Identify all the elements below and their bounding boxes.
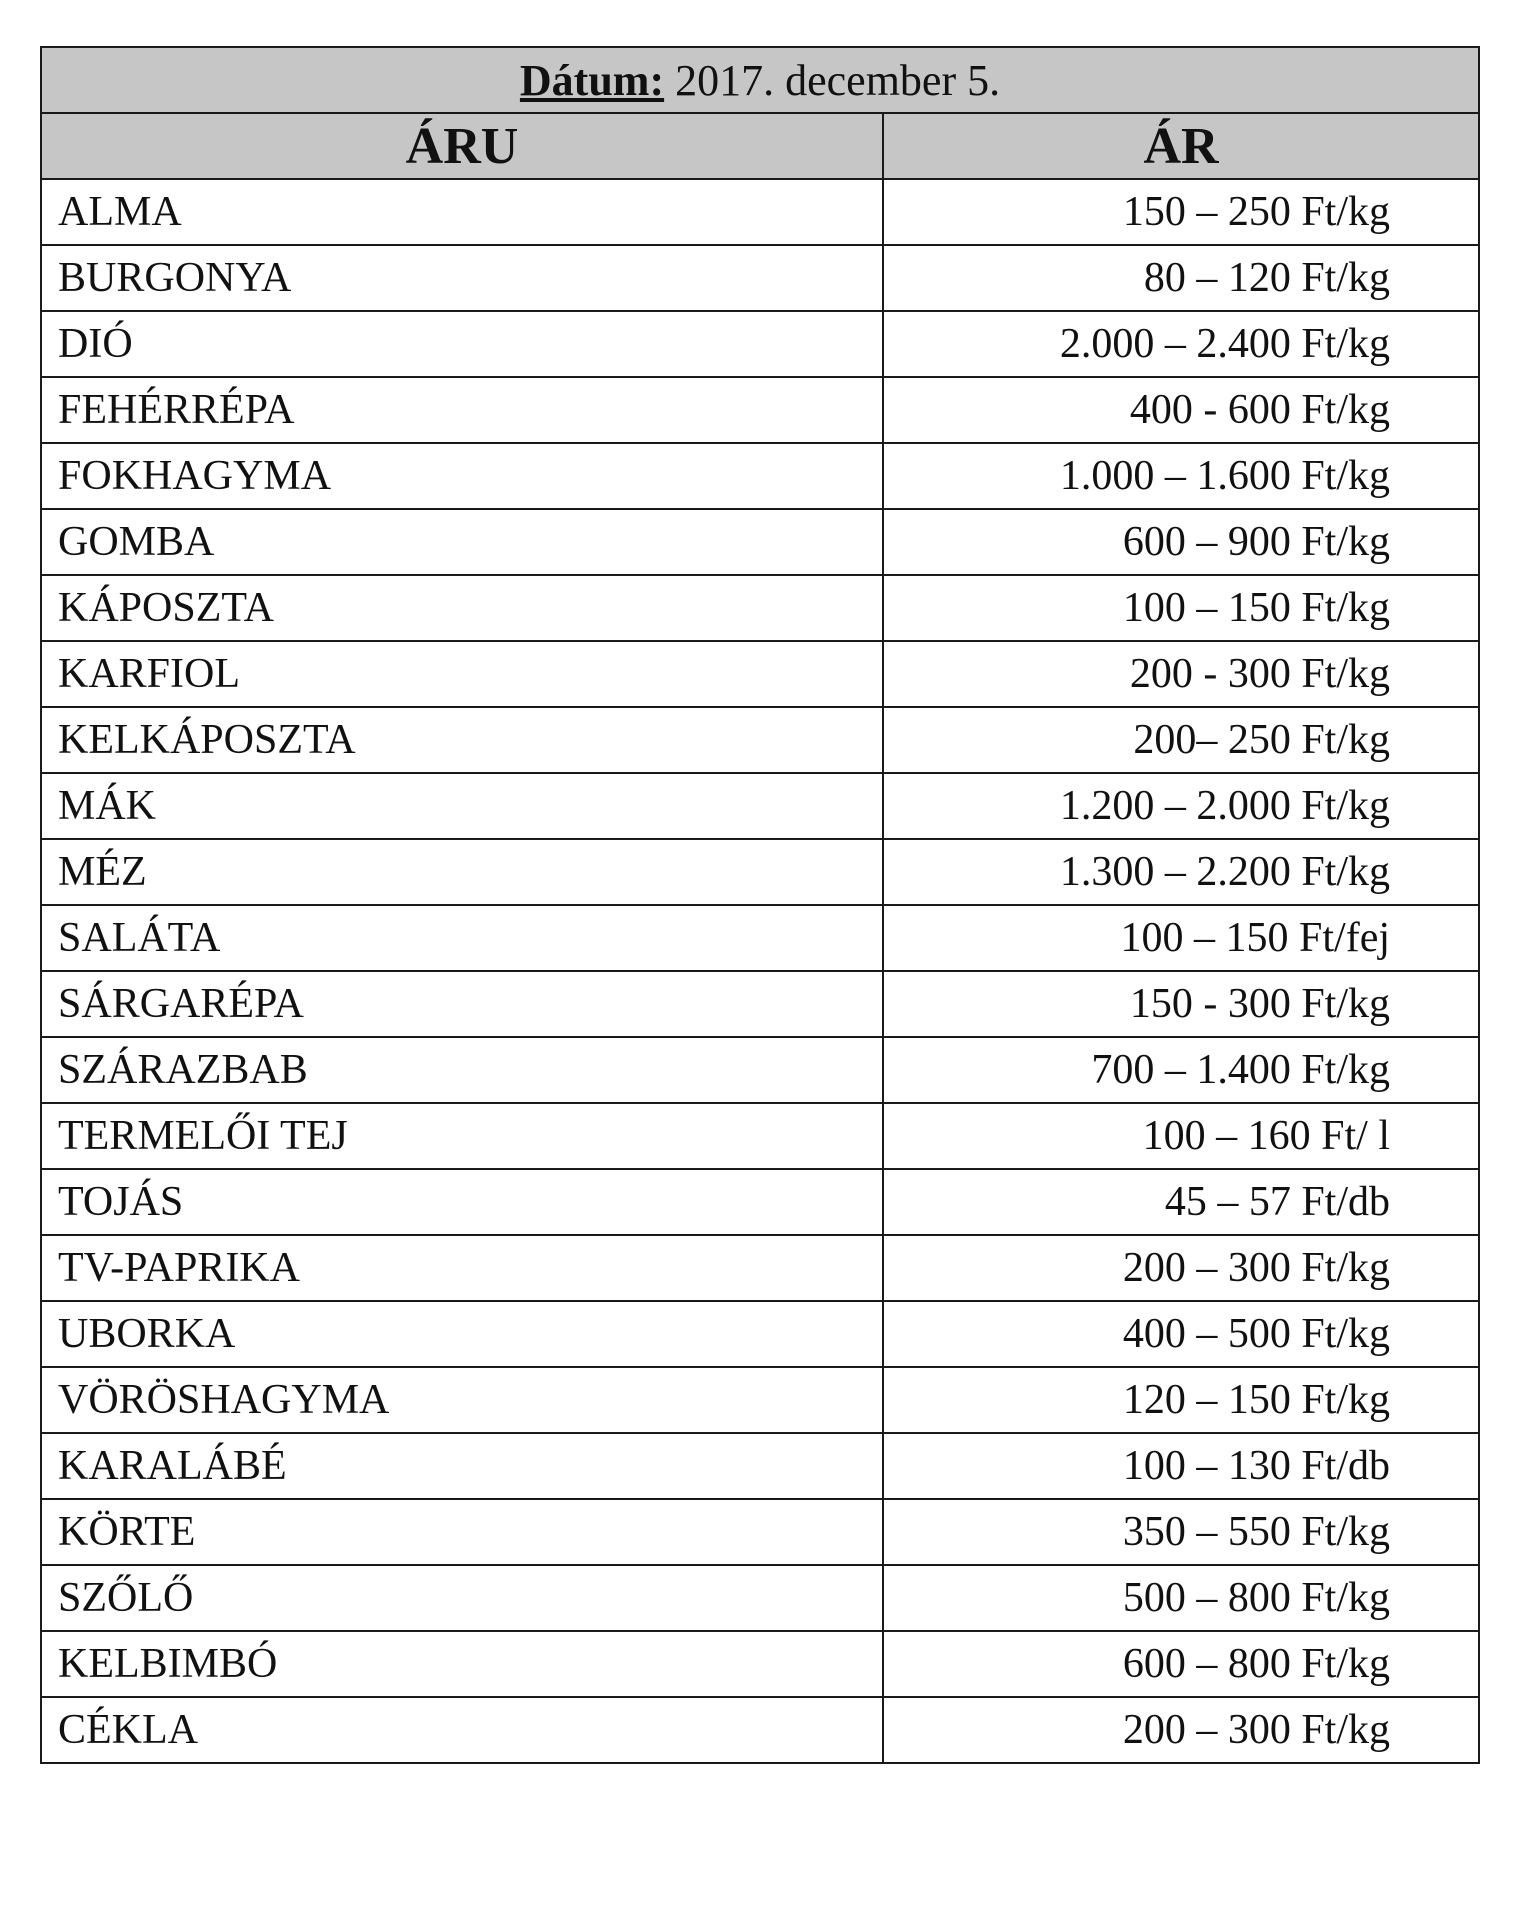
item-name-cell: MÁK <box>41 773 883 839</box>
item-price-cell: 100 – 130 Ft/db <box>883 1433 1479 1499</box>
item-price-cell: 600 – 900 Ft/kg <box>883 509 1479 575</box>
item-name-cell: CÉKLA <box>41 1697 883 1763</box>
item-name-cell: VÖRÖSHAGYMA <box>41 1367 883 1433</box>
table-row <box>41 1697 1479 1763</box>
item-name-cell: UBORKA <box>41 1301 883 1367</box>
item-name-cell: KARFIOL <box>41 641 883 707</box>
item-price-cell: 1.000 – 1.600 Ft/kg <box>883 443 1479 509</box>
date-value: 2017. december 5. <box>675 55 1001 105</box>
item-price-cell: 200 – 300 Ft/kg <box>883 1697 1479 1763</box>
item-price-cell: 80 – 120 Ft/kg <box>883 245 1479 311</box>
item-name-cell: KÖRTE <box>41 1499 883 1565</box>
item-price-cell: 350 – 550 Ft/kg <box>883 1499 1479 1565</box>
item-name-cell: KELKÁPOSZTA <box>41 707 883 773</box>
item-name-cell: SZÁRAZBAB <box>41 1037 883 1103</box>
item-price-cell: 200– 250 Ft/kg <box>883 707 1479 773</box>
item-price-cell: 500 – 800 Ft/kg <box>883 1565 1479 1631</box>
price-table-body <box>41 47 1479 1763</box>
item-name-cell: FEHÉRRÉPA <box>41 377 883 443</box>
item-name-cell: SALÁTA <box>41 905 883 971</box>
item-price-cell: 600 – 800 Ft/kg <box>883 1631 1479 1697</box>
item-price-cell: 150 - 300 Ft/kg <box>883 971 1479 1037</box>
table-row <box>41 707 1479 773</box>
item-price-cell: 200 – 300 Ft/kg <box>883 1235 1479 1301</box>
item-name-cell: FOKHAGYMA <box>41 443 883 509</box>
column-header-price: ÁR <box>883 113 1479 179</box>
item-name-cell: BURGONYA <box>41 245 883 311</box>
table-row <box>41 1631 1479 1697</box>
item-name-cell: TV-PAPRIKA <box>41 1235 883 1301</box>
column-header-row <box>41 113 1479 179</box>
item-price-cell: 45 – 57 Ft/db <box>883 1169 1479 1235</box>
table-row <box>41 1301 1479 1367</box>
item-name-cell: SÁRGARÉPA <box>41 971 883 1037</box>
column-header-item: ÁRU <box>41 113 883 179</box>
item-name-cell: TERMELŐI TEJ <box>41 1103 883 1169</box>
price-table <box>40 46 1480 1764</box>
item-name-cell: DIÓ <box>41 311 883 377</box>
table-row <box>41 179 1479 245</box>
table-row <box>41 1235 1479 1301</box>
table-row <box>41 1433 1479 1499</box>
item-price-cell: 200 - 300 Ft/kg <box>883 641 1479 707</box>
table-row <box>41 839 1479 905</box>
table-row <box>41 1103 1479 1169</box>
item-price-cell: 400 – 500 Ft/kg <box>883 1301 1479 1367</box>
table-row <box>41 443 1479 509</box>
date-cell <box>41 47 1479 113</box>
table-row <box>41 1565 1479 1631</box>
item-name-cell: KARALÁBÉ <box>41 1433 883 1499</box>
item-price-cell: 700 – 1.400 Ft/kg <box>883 1037 1479 1103</box>
item-price-cell: 100 – 150 Ft/fej <box>883 905 1479 971</box>
table-row <box>41 311 1479 377</box>
table-row <box>41 1169 1479 1235</box>
table-row <box>41 773 1479 839</box>
table-row <box>41 575 1479 641</box>
item-name-cell: MÉZ <box>41 839 883 905</box>
item-price-cell: 2.000 – 2.400 Ft/kg <box>883 311 1479 377</box>
item-price-cell: 400 - 600 Ft/kg <box>883 377 1479 443</box>
item-name-cell: KÁPOSZTA <box>41 575 883 641</box>
item-name-cell: KELBIMBÓ <box>41 1631 883 1697</box>
item-price-cell: 1.200 – 2.000 Ft/kg <box>883 773 1479 839</box>
item-price-cell: 100 – 160 Ft/ l <box>883 1103 1479 1169</box>
table-row <box>41 1037 1479 1103</box>
table-row <box>41 1499 1479 1565</box>
table-row <box>41 1367 1479 1433</box>
table-row <box>41 509 1479 575</box>
item-name-cell: TOJÁS <box>41 1169 883 1235</box>
item-price-cell: 150 – 250 Ft/kg <box>883 179 1479 245</box>
table-row <box>41 377 1479 443</box>
item-name-cell: GOMBA <box>41 509 883 575</box>
table-row <box>41 905 1479 971</box>
date-label: Dátum: <box>519 55 665 105</box>
item-price-cell: 1.300 – 2.200 Ft/kg <box>883 839 1479 905</box>
item-name-cell: SZŐLŐ <box>41 1565 883 1631</box>
table-row <box>41 641 1479 707</box>
date-row <box>41 47 1479 113</box>
item-name-cell: ALMA <box>41 179 883 245</box>
table-row <box>41 971 1479 1037</box>
item-price-cell: 100 – 150 Ft/kg <box>883 575 1479 641</box>
table-row <box>41 245 1479 311</box>
item-price-cell: 120 – 150 Ft/kg <box>883 1367 1479 1433</box>
